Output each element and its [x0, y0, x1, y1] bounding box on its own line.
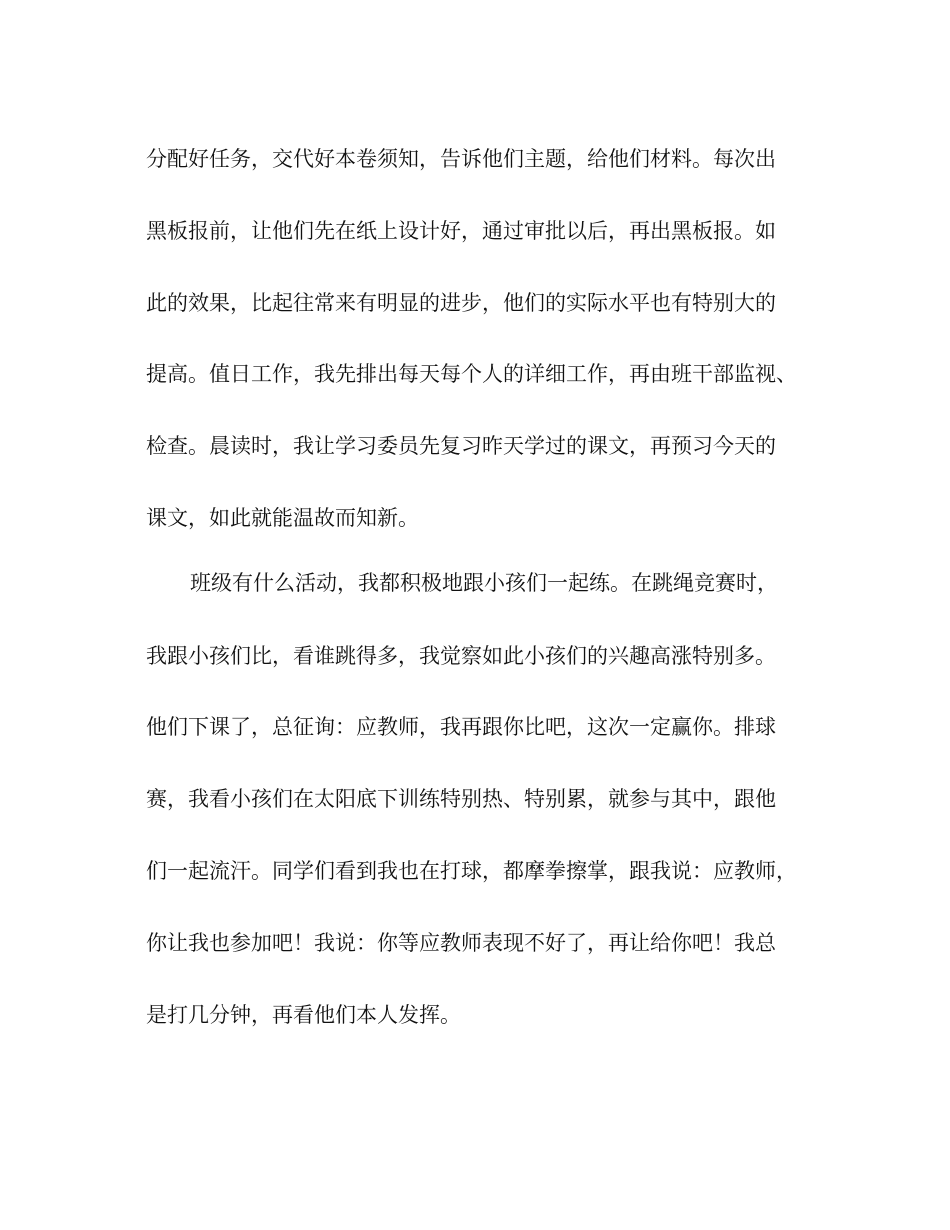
- text-line: 赛，我看小孩们在太阳底下训练特别热、特别累，就参与其中，跟他: [146, 787, 776, 811]
- text-line: 他们下课了，总征询：应教师，我再跟你比吧，这次一定赢你。排球: [146, 715, 776, 739]
- text-line: 是打几分钟，再看他们本人发挥。: [146, 1003, 461, 1027]
- text-line: 我跟小孩们比，看谁跳得多，我觉察如此小孩们的兴趣高涨特别多。: [146, 644, 776, 668]
- text-line: 班级有什么活动，我都积极地跟小孩们一起练。在跳绳竞赛时，: [190, 571, 778, 595]
- text-line: 此的效果，比起往常来有明显的进步，他们的实际水平也有特别大的: [146, 291, 776, 315]
- text-line: 们一起流汗。同学们看到我也在打球，都摩拳擦掌，跟我说：应教师，: [146, 859, 797, 883]
- text-line: 黑板报前，让他们先在纸上设计好，通过审批以后，再出黑板报。如: [146, 219, 776, 243]
- text-line: 你让我也参加吧！我说：你等应教师表现不好了，再让给你吧！我总: [146, 931, 776, 955]
- text-line: 提高。值日工作，我先排出每天每个人的详细工作，再由班干部监视、: [146, 362, 797, 386]
- text-line: 分配好任务，交代好本卷须知，告诉他们主题，给他们材料。每次出: [146, 147, 776, 171]
- text-line: 课文，如此就能温故而知新。: [146, 506, 419, 530]
- text-line: 检查。晨读时，我让学习委员先复习昨天学过的课文，再预习今天的: [146, 434, 776, 458]
